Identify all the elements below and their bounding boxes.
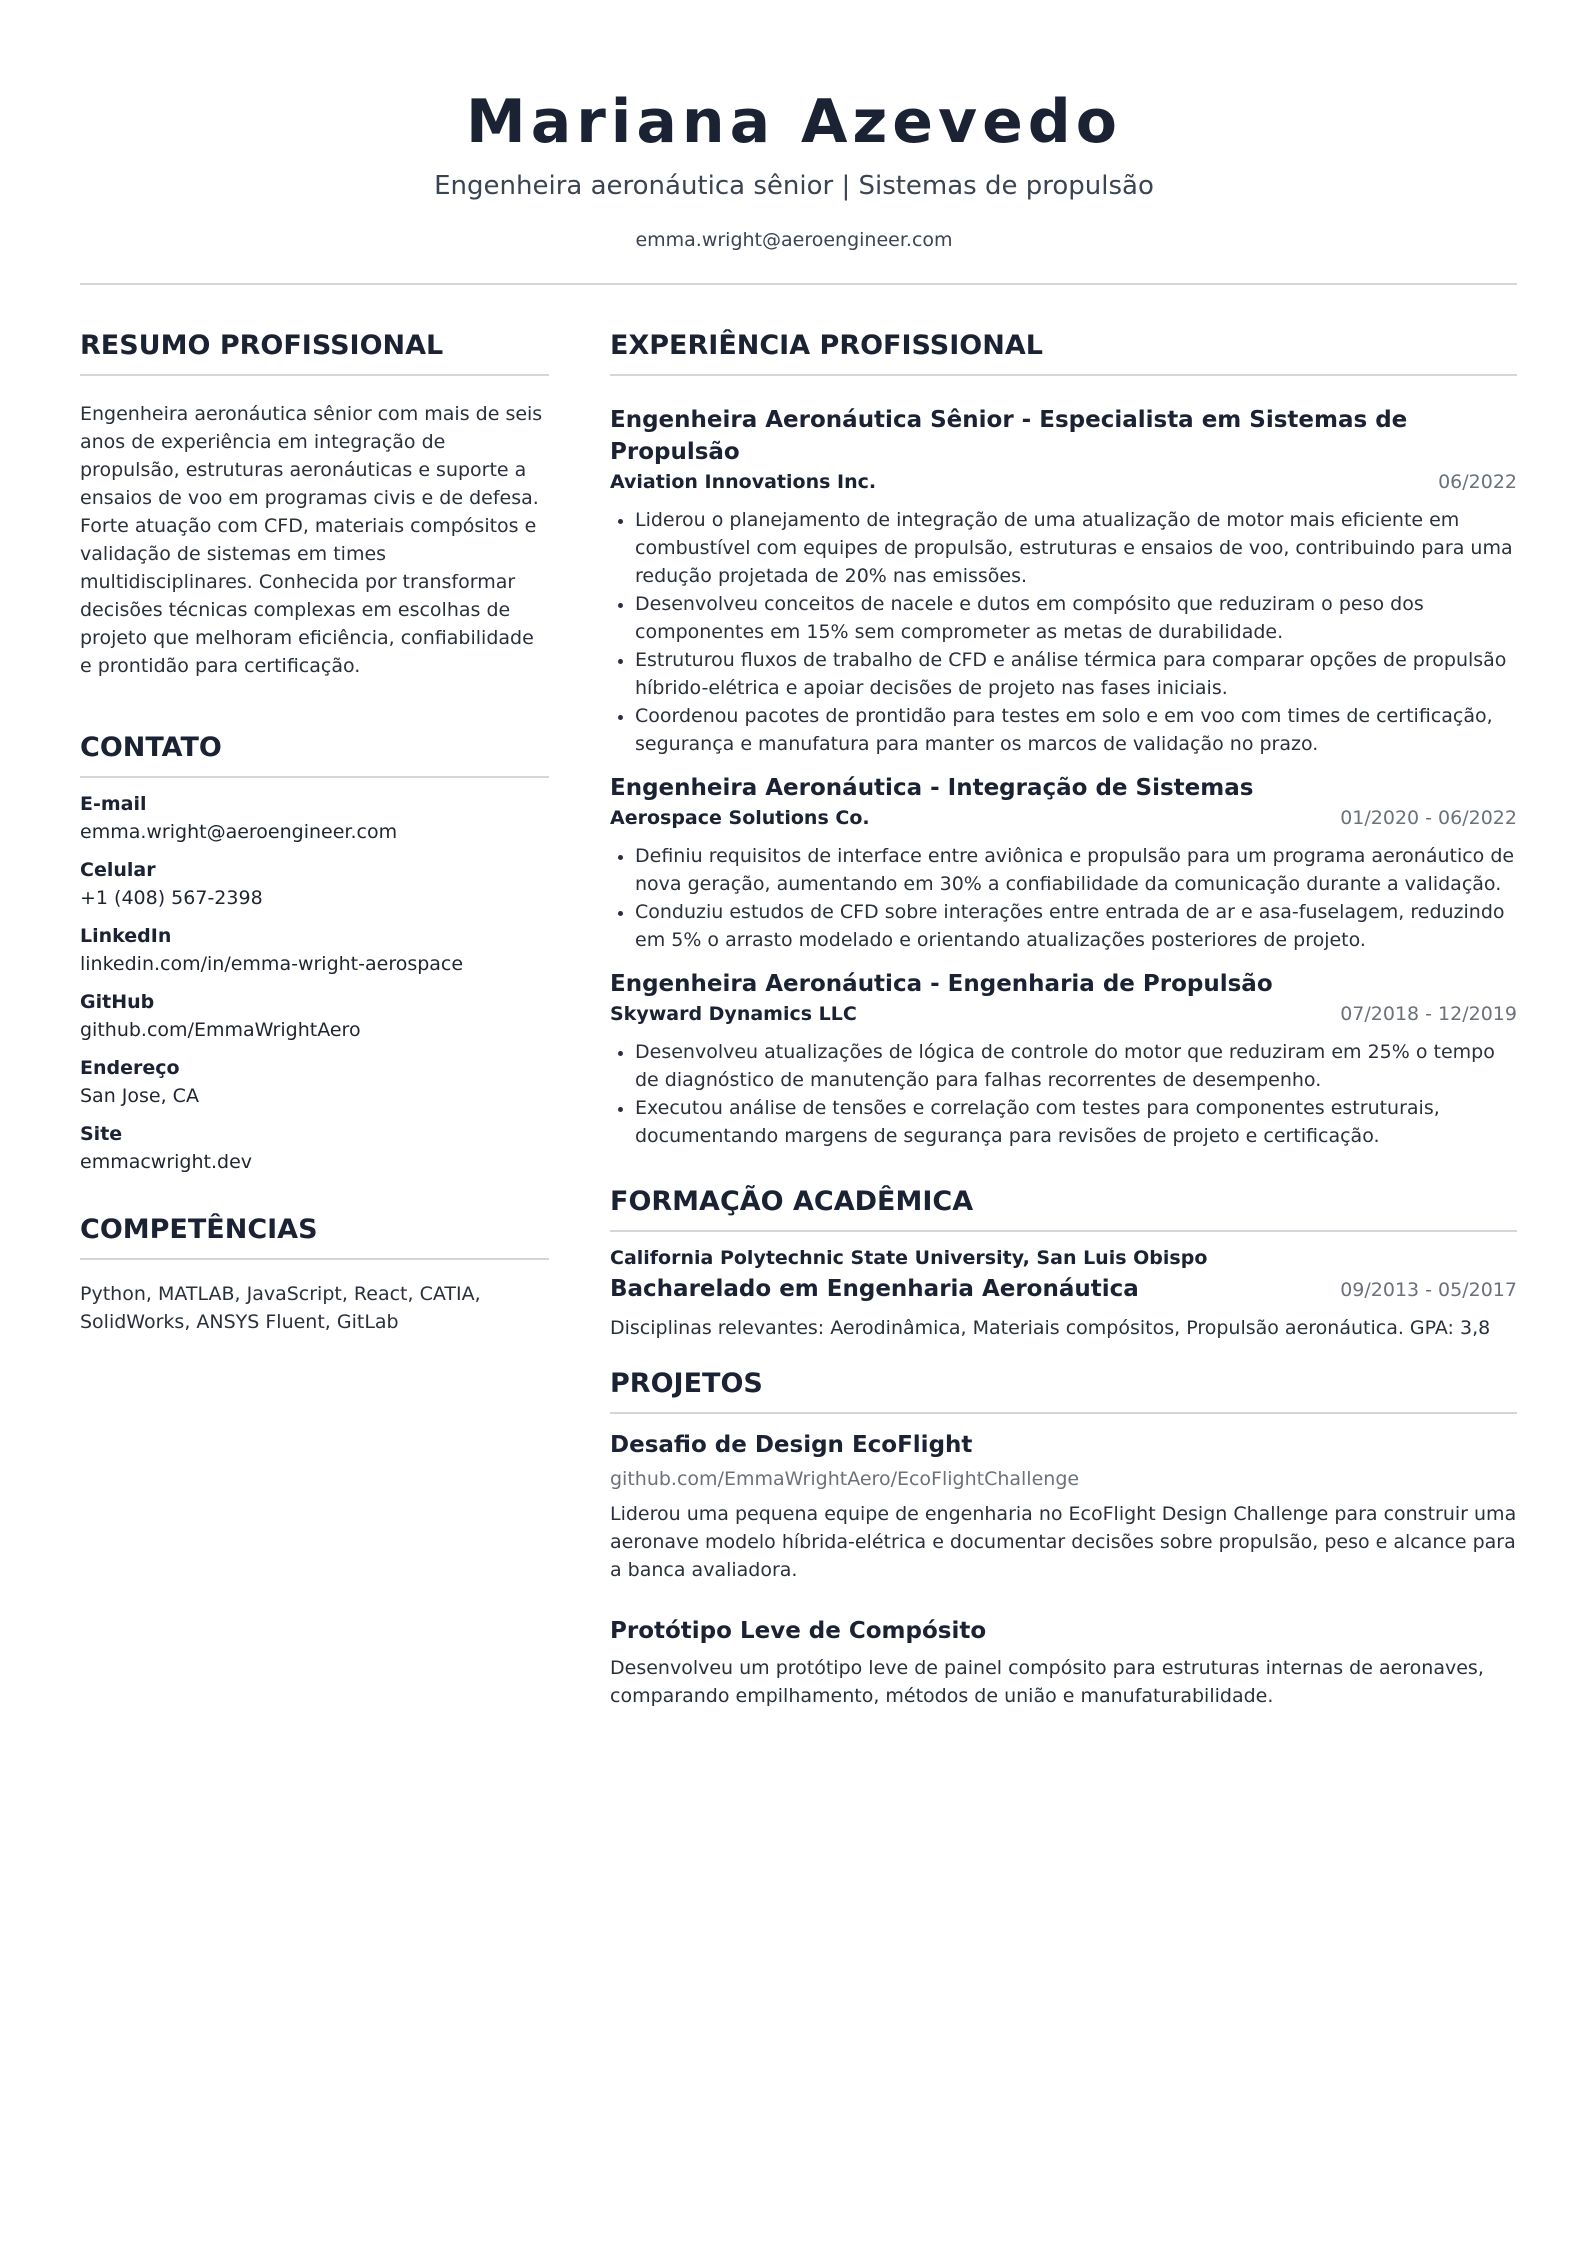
contact-site-value[interactable]: emmacwright.dev [80, 1151, 253, 1173]
right-column [610, 324, 1517, 1710]
job-entry [610, 404, 1517, 758]
job-company: Skyward Dynamics LLC [610, 1003, 857, 1025]
skills-heading: COMPETÊNCIAS [80, 1208, 549, 1260]
summary-section [80, 324, 549, 680]
project-description: Liderou uma pequena equipe de engenharia no EcoFlight Design Challenge para construir uma aeronave modelo híbrida-elétrica e documentar decisões sobre propulsão, peso e alcance para a banca avaliadora. [610, 1503, 1517, 1581]
candidate-name: Mariana Azevedo [466, 87, 1122, 157]
experience-section [610, 324, 1517, 1150]
skills-section [80, 1208, 549, 1336]
job-meta [610, 804, 1517, 832]
job-company: Aerospace Solutions Co. [610, 807, 870, 829]
contact-heading: CONTATO [80, 726, 549, 778]
contact-email [80, 790, 549, 846]
job-dates: 06/2022 [1438, 471, 1517, 493]
education-heading: FORMAÇÃO ACADÊMICA [610, 1180, 1517, 1232]
contact-linkedin-value[interactable]: linkedin.com/in/emma-wright-aerospace [80, 953, 464, 975]
left-column [80, 324, 549, 1336]
job-entry [610, 968, 1517, 1150]
contact-email-value[interactable]: emma.wright@aeroengineer.com [80, 821, 398, 843]
job-dates: 01/2020 - 06/2022 [1340, 807, 1517, 829]
contact-list [80, 790, 549, 1176]
education-section [610, 1180, 1517, 1342]
job-bullet: Coordenou pacotes de prontidão para testes em solo e em voo com times de certificação, segurança e manufatura para manter os marcos de validação no prazo. [610, 702, 1517, 758]
education-details: Disciplinas relevantes: Aerodinâmica, Materiais compósitos, Propulsão aeronáutica. GPA: 3,8 [610, 1317, 1491, 1339]
header-email: emma.wright@aeroengineer.com [635, 229, 953, 251]
job-bullet: Desenvolveu conceitos de nacele e dutos em compósito que reduziram o peso dos componentes em 15% sem comprometer as metas de durabilidade. [610, 590, 1517, 646]
project-link[interactable]: github.com/EmmaWrightAero/EcoFlightChallenge [610, 1468, 1080, 1490]
projects-heading: PROJETOS [610, 1362, 1517, 1414]
project-title: Desafio de Design EcoFlight [610, 1432, 973, 1458]
project-description: Desenvolveu um protótipo leve de painel compósito para estruturas internas de aeronaves, comparando empilhamento, métodos de união e manufaturabilidade. [610, 1657, 1484, 1707]
education-school: California Polytechnic State University, San Luis Obispo [610, 1247, 1208, 1269]
contact-section [80, 726, 549, 1176]
job-meta [610, 1000, 1517, 1028]
contact-linkedin [80, 922, 549, 978]
job-dates: 07/2018 - 12/2019 [1340, 1003, 1517, 1025]
project-entry [610, 1428, 1517, 1584]
contact-github [80, 988, 549, 1044]
contact-address-value: San Jose, CA [80, 1085, 199, 1107]
job-bullets [610, 1038, 1517, 1150]
job-bullet: Conduziu estudos de CFD sobre interações entre entrada de ar e asa-fuselagem, reduzindo em 5% o arrasto modelado e orientando atualizações posteriores de projeto. [610, 898, 1517, 954]
job-title: Engenheira Aeronáutica - Integração de Sistemas [610, 775, 1254, 801]
job-title: Engenheira Aeronáutica - Engenharia de Propulsão [610, 971, 1273, 997]
job-title: Engenheira Aeronáutica Sênior - Especialista em Sistemas de Propulsão [610, 407, 1408, 465]
candidate-headline: Engenheira aeronáutica sênior | Sistemas de propulsão [434, 171, 1154, 201]
job-bullet: Estruturou fluxos de trabalho de CFD e análise térmica para comparar opções de propulsão híbrido-elétrica e apoiar decisões de projeto nas fases iniciais. [610, 646, 1517, 702]
contact-label: Celular [80, 859, 156, 881]
job-bullet: Liderou o planejamento de integração de uma atualização de motor mais eficiente em combustível com equipes de propulsão, estruturas e ensaios de voo, contribuindo para uma redução projetada de 20% nas emissões. [610, 506, 1517, 590]
job-entry [610, 772, 1517, 954]
contact-address [80, 1054, 549, 1110]
contact-site [80, 1120, 549, 1176]
projects-section [610, 1362, 1517, 1710]
contact-label: Site [80, 1123, 123, 1145]
contact-label: E-mail [80, 793, 147, 815]
job-meta [610, 468, 1517, 496]
job-bullets [610, 506, 1517, 758]
contact-label: Endereço [80, 1057, 180, 1079]
job-bullet: Definiu requisitos de interface entre aviônica e propulsão para um programa aeronáutico de nova geração, aumentando em 30% a confiabilidade da comunicação durante a validação. [610, 842, 1517, 898]
job-bullet: Executou análise de tensões e correlação com testes para componentes estruturais, documentando margens de segurança para revisões de projeto e certificação. [610, 1094, 1517, 1150]
skills-text: Python, MATLAB, JavaScript, React, CATIA, SolidWorks, ANSYS Fluent, GitLab [80, 1283, 481, 1333]
experience-heading: EXPERIÊNCIA PROFISSIONAL [610, 324, 1517, 376]
education-meta [610, 1272, 1517, 1306]
education-degree: Bacharelado em Engenharia Aeronáutica [610, 1276, 1139, 1302]
contact-label: LinkedIn [80, 925, 172, 947]
job-company: Aviation Innovations Inc. [610, 471, 877, 493]
contact-phone [80, 856, 549, 912]
summary-heading: RESUMO PROFISSIONAL [80, 324, 549, 376]
summary-text: Engenheira aeronáutica sênior com mais de seis anos de experiência em integração de propulsão, estruturas aeronáuticas e suporte a ensaios de voo em programas civis e de defesa. Forte atuação com CFD, materiais compósitos e validação de sistemas em times multidisciplinares. Conhecida por transformar decisões técnicas complexas em escolhas de projeto que melhoram eficiência, confiabilidade e prontidão para certificação. [80, 403, 543, 677]
contact-github-value[interactable]: github.com/EmmaWrightAero [80, 1019, 361, 1041]
contact-label: GitHub [80, 991, 155, 1013]
header-divider [80, 283, 1517, 285]
contact-phone-value[interactable]: +1 (408) 567-2398 [80, 887, 263, 909]
education-dates: 09/2013 - 05/2017 [1340, 1279, 1517, 1301]
project-entry [610, 1614, 1517, 1710]
project-title: Protótipo Leve de Compósito [610, 1618, 987, 1644]
job-bullets [610, 842, 1517, 954]
job-bullet: Desenvolveu atualizações de lógica de controle do motor que reduziram em 25% o tempo de diagnóstico de manutenção para falhas recorrentes de desempenho. [610, 1038, 1517, 1094]
